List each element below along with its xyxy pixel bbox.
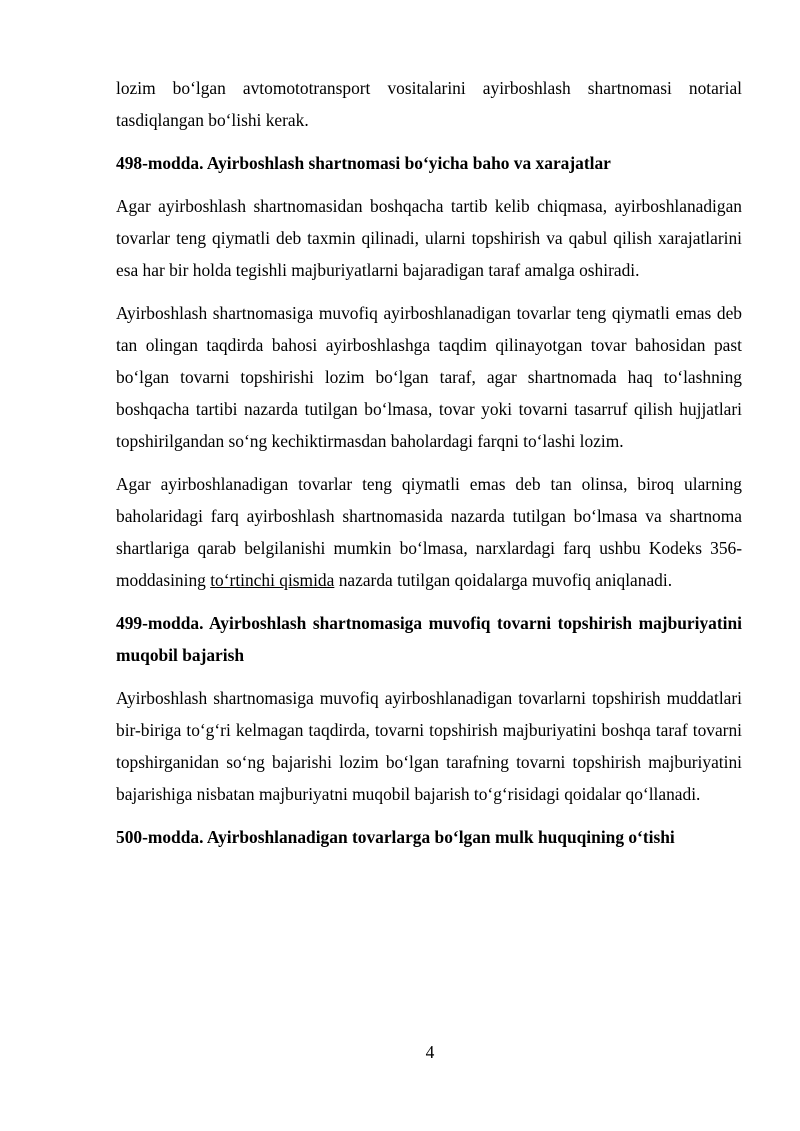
article-356-part-4-link[interactable]: to‘rtinchi qismida xyxy=(210,570,335,590)
article-500-heading: 500-modda. Ayirboshlanadigan tovarlarga bo‘lgan mulk huquqining o‘tishi xyxy=(116,827,675,847)
article-498-heading: 498-modda. Ayirboshlash shartnomasi bo‘yicha baho va xarajatlar xyxy=(116,153,611,173)
article-499-heading: 499-modda. Ayirboshlash shartnomasiga muvofiq tovarni topshirish majburiyatini muqobil bajarish xyxy=(116,613,742,665)
article-499-paragraph-1: Ayirboshlash shartnomasiga muvofiq ayirboshlanadigan tovarlarni topshirish muddatlari bir-biriga to‘g‘ri kelmagan taqdirda, tovarni topshirish majburiyatini boshqa taraf tovarni topshirganidan so‘ng bajarishi lozim bo‘lgan tarafning tovarni topshirish majburiyatini bajarishiga nisbatan majburiyatni muqobil bajarish to‘g‘risidagi qoidalar qo‘llanadi. xyxy=(116,688,742,804)
article-498-paragraph-1: Agar ayirboshlash shartnomasidan boshqacha tartib kelib chiqmasa, ayirboshlanadigan tovarlar teng qiymatli deb taxmin qilinadi, ularni topshirish va qabul qilish xarajatlarini esa har bir holda tegishli majburiyatlarni bajaradigan taraf amalga oshiradi. xyxy=(116,196,742,280)
page-number: 4 xyxy=(425,1042,435,1062)
document-page xyxy=(116,72,742,864)
paragraph-continuation: lozim bo‘lgan avtomototransport vositalarini ayirboshlash shartnomasi notarial tasdiqlangan bo‘lishi kerak. xyxy=(116,78,742,130)
article-498-paragraph-2: Ayirboshlash shartnomasiga muvofiq ayirboshlanadigan tovarlar teng qiymatli emas deb tan olingan taqdirda bahosi ayirboshlashga taqdim qilinayotgan tovar bahosidan past bo‘lgan tovarni topshirishi lozim bo‘lgan taraf, agar shartnomada haq to‘lashning boshqacha tartibi nazarda tutilgan bo‘lmasa, tovar yoki tovarni tasarruf qilish hujjatlari topshirilgandan so‘ng kechiktirmasdan baholardagi farqni to‘lashi lozim. xyxy=(116,303,742,451)
paragraph-text-after-link: nazarda tutilgan qoidalarga muvofiq aniqlanadi. xyxy=(334,570,673,590)
article-498-paragraph-3 xyxy=(116,468,742,596)
paragraph-text-before-link: Agar ayirboshlanadigan tovarlar teng qiymatli emas deb tan olinsa, biroq ularning baholaridagi farq ayirboshlash shartnomasida nazarda tutilgan bo‘lmasa va shartnoma shartlariga qarab belgilanishi mumkin bo‘lmasa, narxlardagi farq ushbu Kodeks 356-moddasining xyxy=(116,474,742,590)
